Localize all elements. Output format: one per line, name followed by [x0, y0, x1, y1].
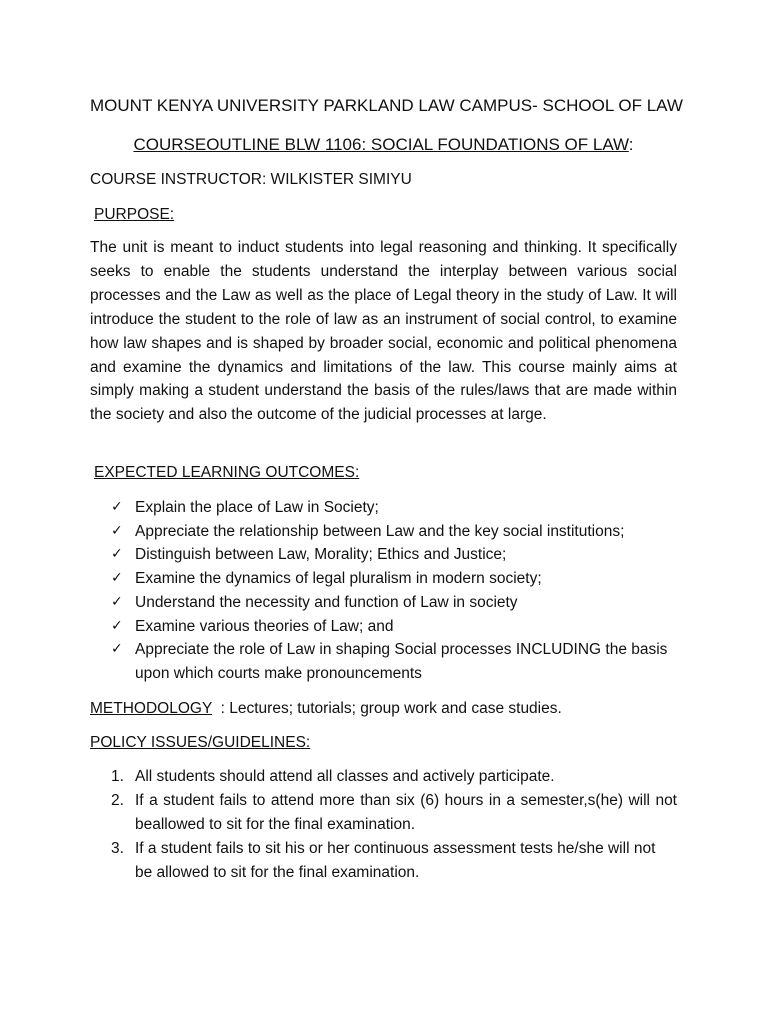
list-item	[90, 765, 677, 789]
outcomes-heading	[94, 461, 359, 485]
list-item	[90, 567, 677, 591]
list-item	[90, 496, 677, 520]
checkmark-icon: ✓	[111, 522, 123, 539]
learning-outcomes-list	[90, 496, 677, 686]
course-title	[90, 133, 677, 157]
policy-text: All students should attend all classes and actively participate.	[135, 768, 555, 785]
checkmark-icon: ✓	[111, 593, 123, 610]
methodology	[90, 697, 562, 721]
list-item	[90, 591, 677, 615]
checkmark-icon: ✓	[111, 641, 123, 658]
policy-heading-text: POLICY ISSUES/GUIDELINES:	[90, 734, 311, 751]
outcome-text: Examine various theories of Law; and	[135, 617, 394, 635]
purpose-heading	[94, 203, 174, 227]
outcome-text: Distinguish between Law, Morality; Ethics and Justice;	[135, 546, 507, 564]
list-item	[90, 837, 677, 885]
course-title-text: COURSEOUTLINE BLW 1106: SOCIAL FOUNDATIONS OF LAW	[133, 135, 629, 154]
course-title-colon: :	[628, 135, 634, 154]
checkmark-icon: ✓	[111, 499, 123, 515]
policy-heading	[90, 731, 310, 755]
list-item	[90, 543, 677, 567]
purpose-heading-text: PURPOSE:	[94, 206, 175, 223]
outcome-text: Examine the dynamics of legal pluralism in modern society;	[135, 570, 542, 588]
outcome-text: Understand the necessity and function of Law in society	[135, 593, 518, 611]
checkmark-icon: ✓	[111, 546, 123, 563]
outcome-text: Explain the place of Law in Society;	[135, 499, 379, 516]
policy-text: If a student fails to sit his or her continuous assessment tests he/she will not	[135, 840, 656, 857]
policy-number: 2.	[111, 792, 124, 809]
document-page	[90, 0, 683, 1024]
list-item	[90, 520, 677, 544]
list-item	[90, 789, 677, 837]
course-instructor: COURSE INSTRUCTOR: WILKISTER SIMIYU	[90, 171, 412, 188]
policy-text: If a student fails to attend more than six (6) hours in a semester,s(he) will not beallowed to sit for the final examination.	[135, 792, 677, 833]
outcome-text: Appreciate the role of Law in shaping Social processes INCLUDING the basis upon which courts make pronouncements	[135, 641, 668, 682]
purpose-paragraph: The unit is meant to induct students into legal reasoning and thinking. It specifically seeks to enable the students understand the interplay between various social processes and the Law as well as the place of Legal theory in the study of Law. It will introduce the student to the role of law as an instrument of social control, to examine how law shapes and is shaped by broader social, economic and political phenomena and examine the dynamics and limitations of the law. This course mainly aims at simply making a student understand the basis of the rules/laws that are made within the society and also the outcome of the judicial processes at large.	[90, 239, 677, 424]
list-item	[90, 638, 677, 685]
list-item	[90, 615, 677, 639]
outcomes-heading-text: EXPECTED LEARNING OUTCOMES:	[94, 464, 360, 481]
outcome-text: Appreciate the relationship between Law and the key social institutions;	[135, 522, 625, 540]
policy-number: 1.	[111, 768, 124, 785]
checkmark-icon: ✓	[111, 617, 123, 634]
methodology-label: METHODOLOGY	[90, 700, 213, 717]
policy-list	[90, 765, 677, 885]
methodology-text: : Lectures; tutorials; group work and case studies.	[212, 700, 562, 717]
policy-number: 3.	[111, 840, 124, 857]
university-title: MOUNT KENYA UNIVERSITY PARKLAND LAW CAMPUS- SCHOOL OF LAW	[90, 96, 683, 115]
checkmark-icon: ✓	[111, 570, 123, 587]
policy-text-continued: be allowed to sit for the final examination.	[135, 864, 420, 881]
